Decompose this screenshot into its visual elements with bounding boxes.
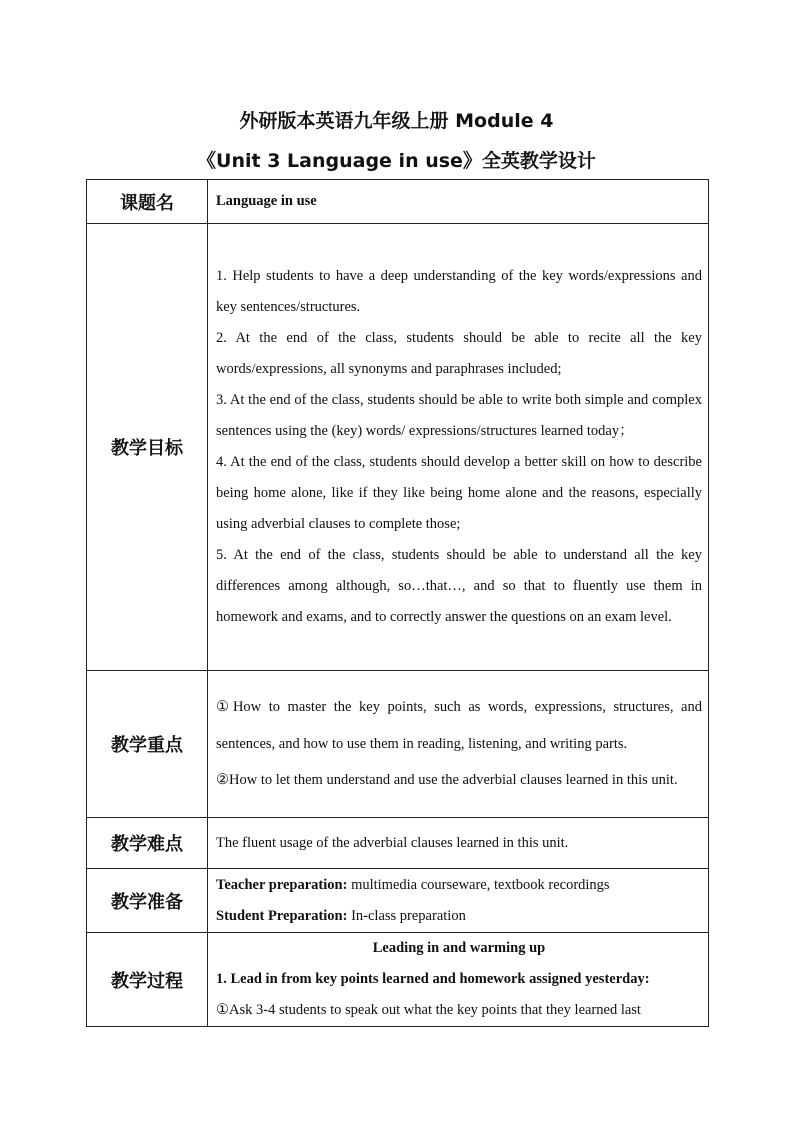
teacher-preparation [216, 870, 702, 901]
objective-item: 1. Help students to have a deep understanding of the key words/expressions and key sentences/structures. [216, 268, 702, 315]
key-points-content [208, 671, 709, 818]
topic-value: Language in use [208, 180, 709, 224]
row-difficulties [87, 818, 709, 869]
label-process: 教学过程 [87, 933, 208, 1027]
document-title-line1: 外研版本英语九年级上册 Module 4 [239, 110, 554, 132]
objective-item: 3. At the end of the class, students should be able to write both simple and complex sentences using the (key) words/ expressions/structures learned today； [216, 392, 702, 439]
objective-item: 2. At the end of the class, students should be able to recite all the key words/expressions, all synonyms and paraphrases included; [216, 330, 702, 377]
objective-item: 5. At the end of the class, students should be able to understand all the key differences among although, so…that…, and so that to fluently use them in homework and exams, and to correctly answer the questions on an exam level. [216, 547, 702, 625]
key-point-item: ②How to let them understand and use the adverbial clauses learned in this unit. [216, 772, 678, 789]
label-key-points: 教学重点 [87, 671, 208, 818]
row-objectives [87, 224, 709, 671]
student-preparation-label: Student Preparation: [216, 907, 348, 924]
row-preparation [87, 869, 709, 933]
teacher-preparation-label: Teacher preparation: [216, 876, 348, 893]
teacher-preparation-value: multimedia courseware, textbook recordings [347, 876, 610, 893]
student-preparation-value: In-class preparation [347, 907, 466, 924]
process-step-1-item: ①Ask 3-4 students to speak out what the key points that they learned last [216, 1002, 641, 1018]
label-objectives: 教学目标 [87, 224, 208, 671]
difficulties-value: The fluent usage of the adverbial clauses learned in this unit. [208, 818, 709, 869]
row-key-points [87, 671, 709, 818]
row-process [87, 933, 709, 1027]
objectives-content [208, 224, 709, 671]
process-content [208, 933, 709, 1027]
document-title-line2: 《Unit 3 Language in use》全英教学设计 [197, 150, 596, 172]
student-preparation [216, 901, 702, 932]
label-difficulties: 教学难点 [87, 818, 208, 869]
label-topic: 课题名 [87, 180, 208, 224]
row-topic [87, 180, 709, 224]
label-preparation: 教学准备 [87, 869, 208, 933]
objective-item: 4. At the end of the class, students should develop a better skill on how to describe being home alone, like if they like being home alone and the reasons, especially using adverbial clauses to complete those; [216, 454, 702, 532]
lesson-plan-table [86, 179, 709, 1027]
process-step-1: 1. Lead in from key points learned and homework assigned yesterday: [216, 971, 650, 987]
key-point-item: ①How to master the key points, such as words, expressions, structures, and sentences, and how to use them in reading, listening, and writing parts. [216, 699, 702, 752]
preparation-content [208, 869, 709, 933]
process-heading: Leading in and warming up [372, 940, 546, 956]
